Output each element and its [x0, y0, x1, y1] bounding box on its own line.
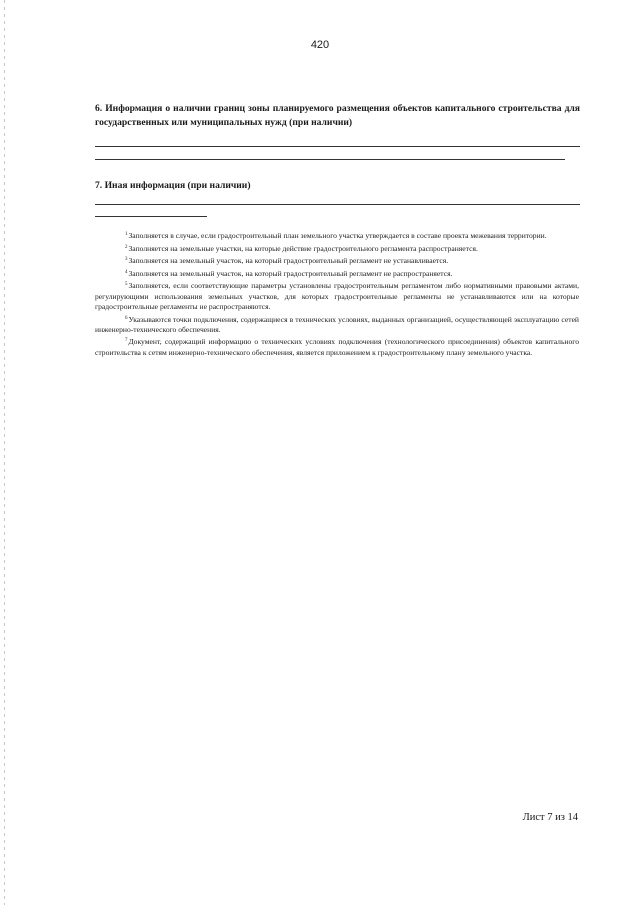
footnote-4 — [95, 268, 579, 279]
footnote-3 — [95, 255, 579, 266]
footnote-1 — [95, 230, 579, 241]
section-7-fill-line — [95, 204, 580, 205]
section-7-heading: 7. Иная информация (при наличии) — [95, 180, 251, 191]
footnote-mark: 6 — [125, 315, 128, 321]
footnote-mark: 3 — [125, 257, 128, 263]
section-6 — [95, 102, 580, 130]
footnote-text: Указываются точки подключения, содержащиеся в технических условиях, выданных организацией, осуществляющей эксплуатацию сетей инженерно-технического обеспечения. — [95, 314, 579, 334]
section-6-fill-line-2 — [95, 159, 565, 160]
footnote-text: Документ, содержащий информацию о технических условиях подключения (технологического присоединения) объектов капитального строительства к сетям инженерно-технического обеспечения, является приложением к градостроительному плану земельного участка. — [95, 337, 579, 357]
footnote-text: Заполняется на земельный участок, на который градостроительный регламент не распространяется. — [128, 268, 453, 278]
sheet-counter: Лист 7 из 14 — [522, 812, 578, 823]
footnote-mark: 2 — [125, 244, 128, 250]
footnote-mark: 1 — [125, 232, 128, 237]
section-7 — [95, 179, 580, 193]
footnote-7 — [95, 336, 579, 358]
footnote-text: Заполняется на земельные участки, на которые действие градостроительного регламента распространяется. — [128, 243, 478, 253]
scan-edge-artifact — [4, 0, 5, 905]
footnote-mark: 5 — [125, 282, 128, 288]
footnote-separator — [95, 216, 207, 217]
page-number: 420 — [310, 39, 330, 51]
footnote-text: Заполняется в случае, если градостроительный план земельного участка утверждается в составе проекта межевания территории. — [128, 231, 547, 240]
footnote-text: Заполняется на земельный участок, на который градостроительный регламент не устанавливается. — [128, 256, 449, 266]
footnote-mark: 7 — [125, 338, 128, 344]
footnote-5 — [95, 280, 579, 312]
footnote-6 — [95, 314, 579, 336]
footnote-text: Заполняется, если соответствующие параметры установлены градостроительным регламентом либо нормативными правовыми актами, регулирующими использования земельных участков, для которых градостроительные регламенты не устанавливаются или на которые градостроительные регламенты не распространяются. — [95, 281, 579, 311]
footnotes — [95, 230, 579, 359]
footnote-2 — [95, 243, 579, 254]
section-6-heading: 6. Информация о наличии границ зоны планируемого размещения объектов капитального строительства для государственных или муниципальных нужд (при наличии) — [95, 103, 580, 128]
footnote-mark: 4 — [125, 269, 128, 275]
section-6-fill-line-1 — [95, 146, 580, 147]
